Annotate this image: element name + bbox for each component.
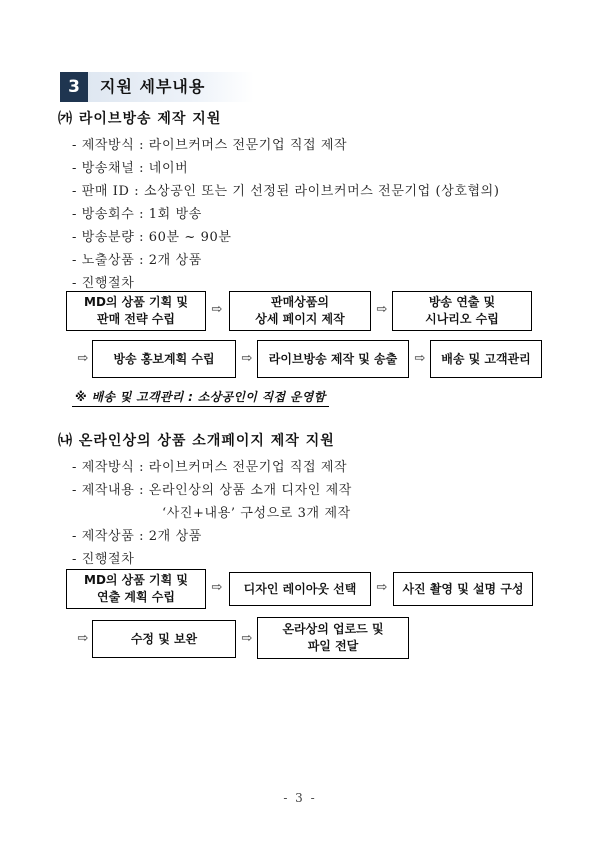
live-step-broadcast: 라이브방송 제작 및 송출 — [257, 340, 409, 378]
online-step-revision: 수정 및 보완 — [92, 620, 236, 658]
arrow-icon: ⇨ — [414, 351, 426, 366]
live-step-detail-page: 판매상품의 상세 페이지 제작 — [229, 291, 371, 331]
live-step-md-planning: MD의 상품 기획 및 판매 전략 수립 — [66, 291, 206, 331]
live-item-seller-id: - 판매 ID : 소상공인 또는 기 선정된 라이브커머스 전문기업 (상호협의) — [72, 184, 500, 199]
arrow-icon: ⇨ — [77, 631, 89, 646]
arrow-icon: ⇨ — [376, 302, 388, 317]
live-item-procedure: - 진행절차 — [72, 276, 135, 291]
online-item-method: - 제작방식 : 라이브커머스 전문기업 직접 제작 — [72, 460, 348, 475]
live-item-duration: - 방송분량 : 60분 ~ 90분 — [72, 230, 232, 245]
arrow-icon: ⇨ — [241, 351, 253, 366]
live-item-count: - 방송회수 : 1회 방송 — [72, 207, 202, 222]
online-item-procedure: - 진행절차 — [72, 552, 135, 567]
online-step-photo: 사진 촬영 및 설명 구성 — [393, 572, 533, 606]
online-step-md-planning: MD의 상품 기획 및 연출 계획 수립 — [66, 569, 206, 609]
online-item-content-detail: ‘사진+내용’ 구성으로 3개 제작 — [162, 506, 351, 521]
online-item-content: - 제작내용 : 온라인상의 상품 소개 디자인 제작 — [72, 483, 352, 498]
live-item-method: - 제작방식 : 라이브커머스 전문기업 직접 제작 — [72, 138, 348, 153]
online-item-products: - 제작상품 : 2개 상품 — [72, 529, 202, 544]
section-number: 3 — [60, 72, 88, 102]
live-step-promotion-plan: 방송 홍보계획 수립 — [92, 340, 236, 378]
arrow-icon: ⇨ — [211, 302, 223, 317]
arrow-icon: ⇨ — [211, 580, 223, 595]
page-number: - 3 - — [283, 791, 317, 805]
online-title: ㈏ 온라인상의 상품 소개페이지 제작 지원 — [58, 433, 335, 449]
arrow-icon: ⇨ — [376, 580, 388, 595]
live-step-delivery: 배송 및 고객관리 — [430, 340, 542, 378]
live-item-products: - 노출상품 : 2개 상품 — [72, 253, 202, 268]
live-step-scenario: 방송 연출 및 시나리오 수립 — [392, 291, 532, 331]
section-title: 지원 세부내용 — [100, 77, 206, 96]
arrow-icon: ⇨ — [241, 631, 253, 646]
online-step-upload: 온라상의 업로드 및 파일 전달 — [257, 617, 409, 659]
live-note: ※ 배송 및 고객관리 : 소상공인이 직접 운영함 — [72, 388, 329, 407]
live-item-channel: - 방송채널 : 네이버 — [72, 161, 189, 176]
arrow-icon: ⇨ — [77, 351, 89, 366]
online-step-layout: 디자인 레이아웃 선택 — [229, 572, 371, 606]
live-title: ㈎ 라이브방송 제작 지원 — [58, 111, 222, 127]
